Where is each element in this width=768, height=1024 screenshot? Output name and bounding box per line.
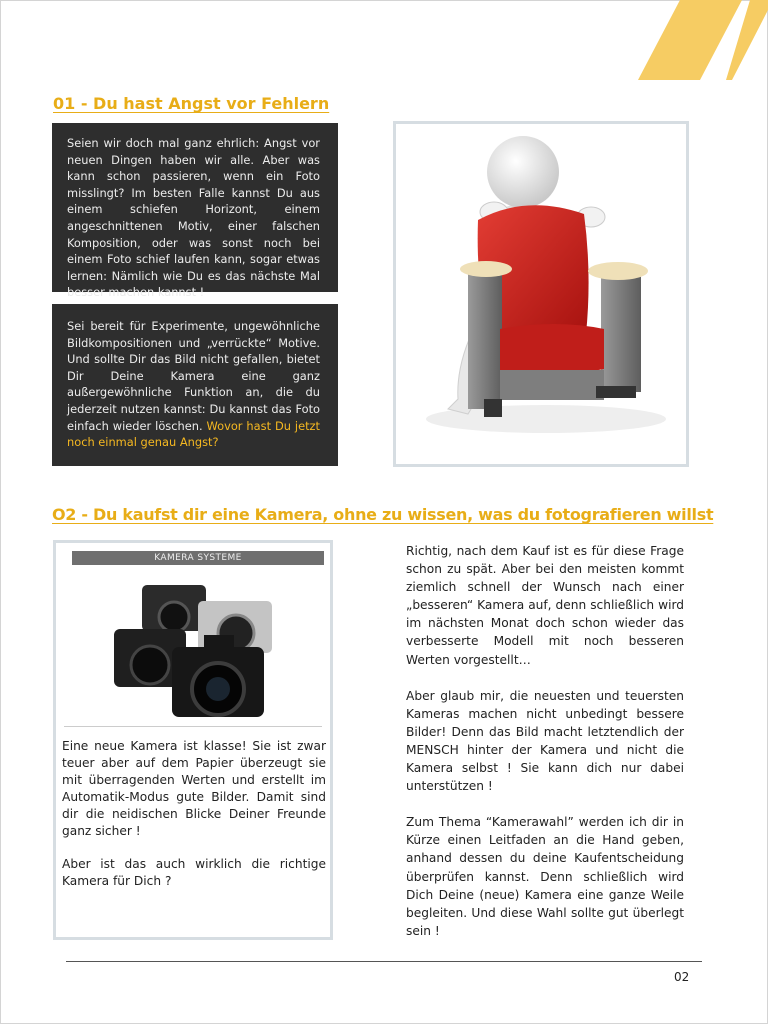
figure-in-red-chair-illustration [396, 124, 686, 464]
camera-divider [64, 726, 322, 727]
camera-caption-bar: KAMERA SYSTEME [72, 551, 324, 565]
camera-paragraph-1: Eine neue Kamera ist klasse! Sie ist zwar teuer aber auf dem Papier überzeugt sie mit überragenden Werten und erstellt im Automatik-Modus gute Bilder. Damit sind dir die neidischen Blicke Deiner Freunde ganz sicher ! [62, 739, 326, 838]
experiment-paragraph [67, 318, 320, 451]
experiment-text: Sei bereit für Experimente, ungewöhnliche Bildkompositionen und „verrückte“ Motive. Und sollte Dir das Bild nicht gefallen, bietet Dir Deine Kamera eine ganz außergewöhnliche Funktion an, die du jederzeit nutzen kannst: Du kannst das Foto einfach wieder löschen. [67, 319, 320, 433]
corner-stripe-decoration [638, 0, 768, 80]
camera-card [53, 540, 333, 940]
right-paragraph-1: Richtig, nach dem Kauf ist es für diese Frage schon zu spät. Aber bei den meisten kommt ziemlich schnell der Wunsch nach einer „besseren“ Kamera auf, denn schließlich wird im nächsten Monat doch schon wieder das verbesserte Modell mit noch besseren Werten vorgestellt… [406, 544, 684, 667]
intro-text-box [52, 123, 338, 300]
page-number: 02 [674, 970, 690, 984]
right-paragraph-2: Aber glaub mir, die neuesten und teuersten Kameras machen nicht unbedingt bessere Bilder! Denn das Bild macht letztendlich der MENSCH hinter der Kamera und nicht die Kamera selbst ! Sie kann dich nur dabei unterstützen ! [406, 688, 684, 794]
experiment-text-box [52, 304, 338, 466]
camera-card-text [62, 738, 326, 890]
camera-collection-image [106, 573, 286, 723]
section1-heading: 01 - Du hast Angst vor Fehlern [53, 94, 330, 113]
experiment-highlight: Wovor hast Du jetzt noch einmal genau Angst? [67, 418, 321, 450]
camera-paragraph-2: Aber ist das auch wirklich die richtige Kamera für Dich ? [62, 857, 326, 889]
intro-paragraph: Seien wir doch mal ganz ehrlich: Angst vor neuen Dingen haben wir alle. Aber was kann schon passieren, wenn ein Foto misslingt? Im besten Falle kannst Du aus einem schiefen Horizont, einem angeschnittenen Motiv, einer falschen Komposition, oder was sonst noch bei einem Foto schief laufen kann, sogar etwas lernen: Nämlich wie Du es das nächste Mal besser machen kannst ! [67, 136, 320, 300]
paragraph-gap [62, 839, 326, 856]
section2-heading: O2 - Du kaufst dir eine Kamera, ohne zu wissen, was du fotografieren willst [52, 505, 714, 524]
right-paragraph-3: Zum Thema “Kamerawahl” werden ich dir in Kürze einen Leitfaden an die Hand geben, anhand dessen du deine Kaufentscheidung überprüfen kannst. Denn schließlich wird Dich Deine (neue) Kamera eine ganze Weile begleiten. Und diese Wahl sollte gut überlegt sein ! [406, 815, 684, 938]
paragraph-gap [406, 795, 684, 813]
footer-divider [66, 961, 702, 962]
right-column-text [406, 542, 684, 940]
chair-figure-image [393, 121, 689, 467]
paragraph-gap [406, 669, 684, 687]
